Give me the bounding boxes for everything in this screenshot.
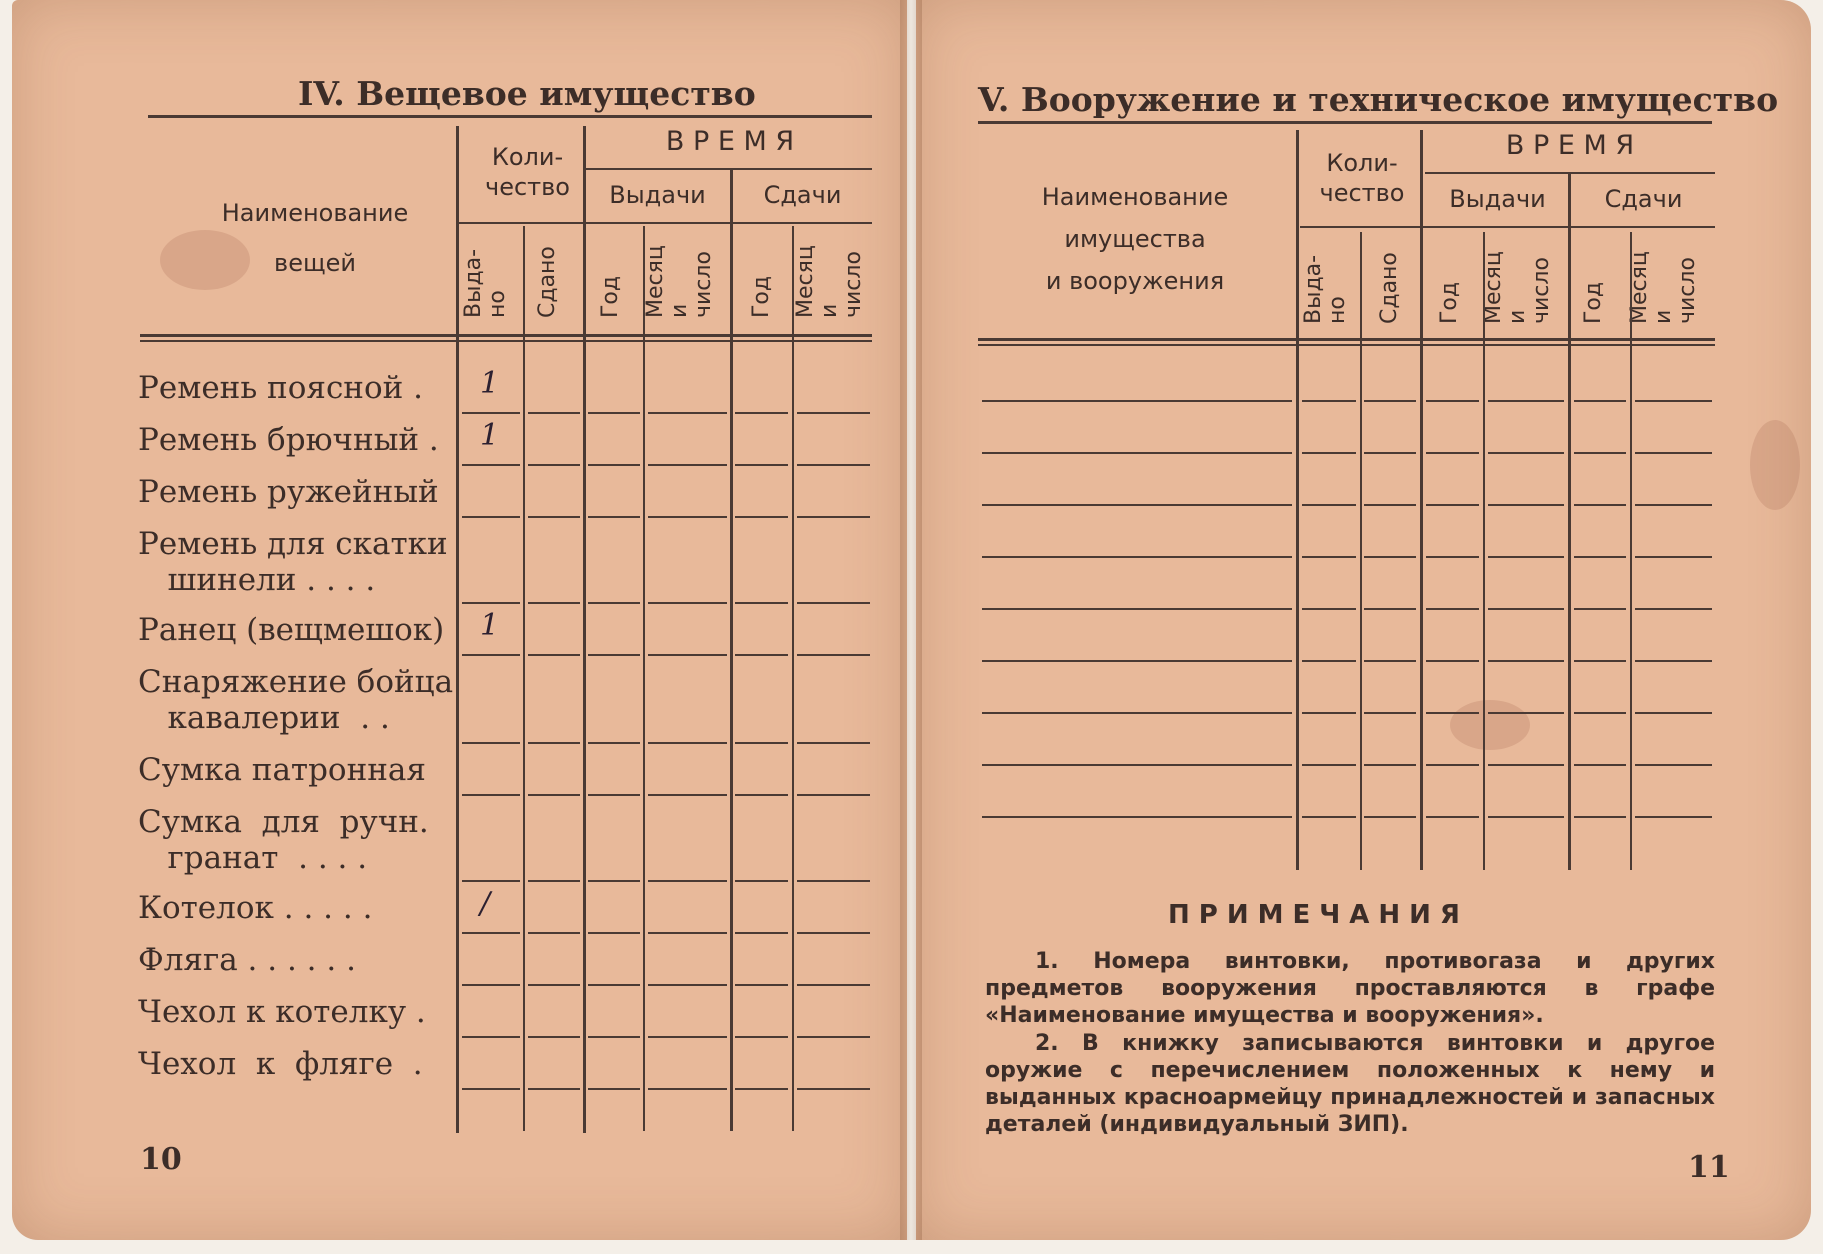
- row-rule: [1488, 816, 1564, 818]
- row-rule: [797, 1088, 870, 1090]
- row-rule: [1635, 712, 1712, 714]
- header-divider: [585, 168, 872, 170]
- book-gutter: [900, 0, 922, 1240]
- row-rule: [588, 880, 640, 882]
- row-rule: [735, 602, 788, 604]
- row-rule: [797, 516, 870, 518]
- row-rule: [1364, 764, 1416, 766]
- row-rule: [735, 984, 788, 986]
- row-rule: [588, 742, 640, 744]
- header-quantity: Коли- чество: [1319, 149, 1405, 207]
- row-rule: [1635, 764, 1712, 766]
- row-rule: [735, 1088, 788, 1090]
- row-rule: [528, 412, 580, 414]
- row-rule: [982, 504, 1292, 506]
- item-name: Чехол к фляге .: [138, 1046, 423, 1082]
- header-bottom-line: [140, 334, 872, 337]
- row-rule: [1574, 816, 1626, 818]
- header-time: В Р Е М Я: [665, 126, 795, 157]
- row-rule: [1635, 400, 1712, 402]
- row-rule: [797, 1036, 870, 1038]
- page-number-right: 11: [1688, 1150, 1730, 1185]
- row-rule: [528, 742, 580, 744]
- column-line: [792, 226, 794, 1131]
- column-line: [643, 226, 645, 1131]
- row-rule: [648, 794, 727, 796]
- item-name: Чехол к котелку .: [138, 994, 426, 1030]
- header-month-day: Месяц и число: [1481, 251, 1554, 324]
- row-rule: [588, 1088, 640, 1090]
- row-rule: [1302, 712, 1356, 714]
- row-rule: [1426, 556, 1479, 558]
- item-name: Фляга . . . . . .: [138, 942, 356, 978]
- row-rule: [648, 984, 727, 986]
- row-rule: [1574, 764, 1626, 766]
- row-rule: [528, 794, 580, 796]
- header-divider: [1300, 226, 1715, 228]
- row-rule: [648, 412, 727, 414]
- column-line: [1568, 174, 1571, 870]
- issued-mark: 1: [480, 366, 500, 401]
- stain: [1450, 700, 1530, 750]
- column-line: [1630, 232, 1632, 870]
- row-rule: [1364, 712, 1416, 714]
- row-rule: [462, 412, 520, 414]
- row-rule: [982, 400, 1292, 402]
- row-rule: [648, 464, 727, 466]
- column-line: [1296, 130, 1299, 870]
- row-rule: [1574, 660, 1626, 662]
- row-rule: [1635, 504, 1712, 506]
- row-rule: [982, 452, 1292, 454]
- row-rule: [735, 880, 788, 882]
- row-rule: [528, 464, 580, 466]
- row-rule: [648, 1088, 727, 1090]
- row-rule: [462, 794, 520, 796]
- row-rule: [1635, 816, 1712, 818]
- row-rule: [1426, 504, 1479, 506]
- header-issue: Выдачи: [609, 181, 706, 209]
- row-rule: [462, 1088, 520, 1090]
- row-rule: [1574, 608, 1626, 610]
- row-rule: [1635, 452, 1712, 454]
- header-bottom-line: [978, 338, 1715, 341]
- row-rule: [1364, 608, 1416, 610]
- row-rule: [648, 1036, 727, 1038]
- row-rule: [797, 932, 870, 934]
- row-rule: [1488, 712, 1564, 714]
- row-rule: [797, 880, 870, 882]
- row-rule: [1426, 764, 1479, 766]
- header-month-day: Месяц и число: [1627, 251, 1700, 324]
- right-section-title: V. Вооружение и техническое имущество: [978, 80, 1779, 119]
- row-rule: [1426, 452, 1479, 454]
- row-rule: [735, 654, 788, 656]
- issued-mark: 1: [480, 418, 500, 453]
- issued-mark: 1: [480, 608, 500, 643]
- header-time: В Р Е М Я: [1505, 130, 1635, 161]
- row-rule: [1364, 816, 1416, 818]
- left-section-title: IV. Вещевое имущество: [298, 74, 756, 113]
- row-rule: [797, 464, 870, 466]
- header-divider: [458, 222, 872, 224]
- row-rule: [588, 932, 640, 934]
- note-1: 1. Номера винтовки, противогаза и других предметов вооружения проставляются в графе «Наименование имущества и вооружения».: [985, 949, 1715, 1028]
- column-line: [583, 126, 586, 1133]
- row-rule: [528, 1088, 580, 1090]
- row-rule: [982, 764, 1292, 766]
- item-name: Сумка для ручн. гранат . . . .: [138, 804, 429, 876]
- row-rule: [1302, 452, 1356, 454]
- column-line: [1483, 232, 1485, 870]
- row-rule: [1488, 764, 1564, 766]
- row-rule: [1302, 400, 1356, 402]
- row-rule: [735, 516, 788, 518]
- item-name: Ремень брючный .: [138, 422, 439, 458]
- row-rule: [1488, 452, 1564, 454]
- row-rule: [462, 654, 520, 656]
- row-rule: [648, 516, 727, 518]
- row-rule: [1574, 712, 1626, 714]
- item-name: Сумка патронная: [138, 752, 426, 788]
- column-line: [456, 126, 459, 1133]
- row-rule: [735, 932, 788, 934]
- row-rule: [588, 602, 640, 604]
- header-return: Сдачи: [1604, 185, 1683, 213]
- row-rule: [1302, 660, 1356, 662]
- row-rule: [588, 1036, 640, 1038]
- row-rule: [462, 880, 520, 882]
- row-rule: [1488, 608, 1564, 610]
- row-rule: [528, 932, 580, 934]
- header-returned: Сдано: [535, 246, 560, 318]
- row-rule: [797, 412, 870, 414]
- header-month-day: Месяц и число: [643, 245, 716, 318]
- row-rule: [1364, 452, 1416, 454]
- row-rule: [797, 794, 870, 796]
- row-rule: [982, 816, 1292, 818]
- row-rule: [735, 412, 788, 414]
- row-rule: [528, 516, 580, 518]
- row-rule: [1302, 764, 1356, 766]
- column-line: [523, 226, 525, 1131]
- header-year: Год: [1581, 281, 1606, 324]
- row-rule: [1488, 660, 1564, 662]
- row-rule: [648, 932, 727, 934]
- item-name: Снаряжение бойца кавалерии . .: [138, 664, 454, 736]
- row-rule: [528, 1036, 580, 1038]
- header-year: Год: [749, 275, 774, 318]
- row-rule: [1488, 556, 1564, 558]
- row-rule: [588, 412, 640, 414]
- row-rule: [1302, 816, 1356, 818]
- row-rule: [1488, 400, 1564, 402]
- row-rule: [462, 742, 520, 744]
- row-rule: [1302, 504, 1356, 506]
- notes-title: ПРИМЕЧАНИЯ: [1168, 900, 1469, 930]
- row-rule: [735, 1036, 788, 1038]
- row-rule: [982, 712, 1292, 714]
- row-rule: [1488, 504, 1564, 506]
- row-rule: [797, 654, 870, 656]
- row-rule: [1574, 556, 1626, 558]
- row-rule: [1574, 400, 1626, 402]
- issued-mark: /: [480, 886, 491, 921]
- row-rule: [1426, 816, 1479, 818]
- column-line: [1420, 130, 1423, 870]
- title-underline: [978, 121, 1712, 124]
- row-rule: [648, 602, 727, 604]
- row-rule: [797, 602, 870, 604]
- header-year: Год: [598, 275, 623, 318]
- header-returned: Сдано: [1377, 252, 1402, 324]
- header-bottom-line: [978, 344, 1715, 346]
- column-line: [1360, 232, 1362, 870]
- header-property-name: Наименование имущества и вооружения: [1041, 183, 1229, 295]
- item-name: Котелок . . . . .: [138, 890, 373, 926]
- header-quantity: Коли- чество: [485, 143, 570, 201]
- row-rule: [648, 880, 727, 882]
- stain: [1750, 420, 1800, 510]
- row-rule: [1302, 556, 1356, 558]
- row-rule: [462, 1036, 520, 1038]
- header-item-name: Наименование вещей: [221, 199, 409, 277]
- row-rule: [982, 556, 1292, 558]
- header-year: Год: [1437, 281, 1462, 324]
- row-rule: [735, 794, 788, 796]
- header-bottom-line: [140, 340, 872, 342]
- header-issued: Выда- но: [461, 248, 510, 318]
- row-rule: [462, 516, 520, 518]
- header-return: Сдачи: [763, 181, 842, 209]
- item-name: Ремень для скатки шинели . . . .: [138, 526, 448, 598]
- item-name: Ремень поясной .: [138, 370, 423, 406]
- row-rule: [462, 984, 520, 986]
- item-name: Ранец (вещмешок): [138, 612, 445, 648]
- row-rule: [1364, 660, 1416, 662]
- row-rule: [588, 654, 640, 656]
- row-rule: [735, 742, 788, 744]
- row-rule: [528, 602, 580, 604]
- row-rule: [1635, 556, 1712, 558]
- row-rule: [1426, 660, 1479, 662]
- row-rule: [1364, 556, 1416, 558]
- header-issue: Выдачи: [1449, 185, 1546, 213]
- row-rule: [648, 742, 727, 744]
- row-rule: [982, 660, 1292, 662]
- row-rule: [982, 608, 1292, 610]
- row-rule: [1574, 452, 1626, 454]
- row-rule: [528, 984, 580, 986]
- row-rule: [588, 464, 640, 466]
- row-rule: [1635, 608, 1712, 610]
- page-number-left: 10: [140, 1142, 182, 1177]
- row-rule: [1364, 504, 1416, 506]
- row-rule: [1426, 712, 1479, 714]
- row-rule: [462, 932, 520, 934]
- header-month-day: Месяц и число: [793, 245, 866, 318]
- row-rule: [797, 984, 870, 986]
- row-rule: [1302, 608, 1356, 610]
- row-rule: [588, 794, 640, 796]
- note-2: 2. В книжку записываются винтовки и другое оружие с перечислением положенных к нему и выданных красноармейцу принадлежностей и запасных деталей (индивидуальный ЗИП).: [985, 1031, 1715, 1137]
- row-rule: [1426, 400, 1479, 402]
- row-rule: [528, 880, 580, 882]
- row-rule: [735, 464, 788, 466]
- row-rule: [1635, 660, 1712, 662]
- row-rule: [1574, 504, 1626, 506]
- row-rule: [1426, 608, 1479, 610]
- row-rule: [1364, 400, 1416, 402]
- row-rule: [648, 654, 727, 656]
- row-rule: [528, 654, 580, 656]
- row-rule: [588, 984, 640, 986]
- item-name: Ремень ружейный: [138, 474, 439, 510]
- row-rule: [588, 516, 640, 518]
- row-rule: [462, 464, 520, 466]
- row-rule: [797, 742, 870, 744]
- header-issued: Выда- но: [1301, 254, 1350, 324]
- title-underline: [148, 115, 872, 118]
- row-rule: [462, 602, 520, 604]
- column-line: [730, 170, 733, 1131]
